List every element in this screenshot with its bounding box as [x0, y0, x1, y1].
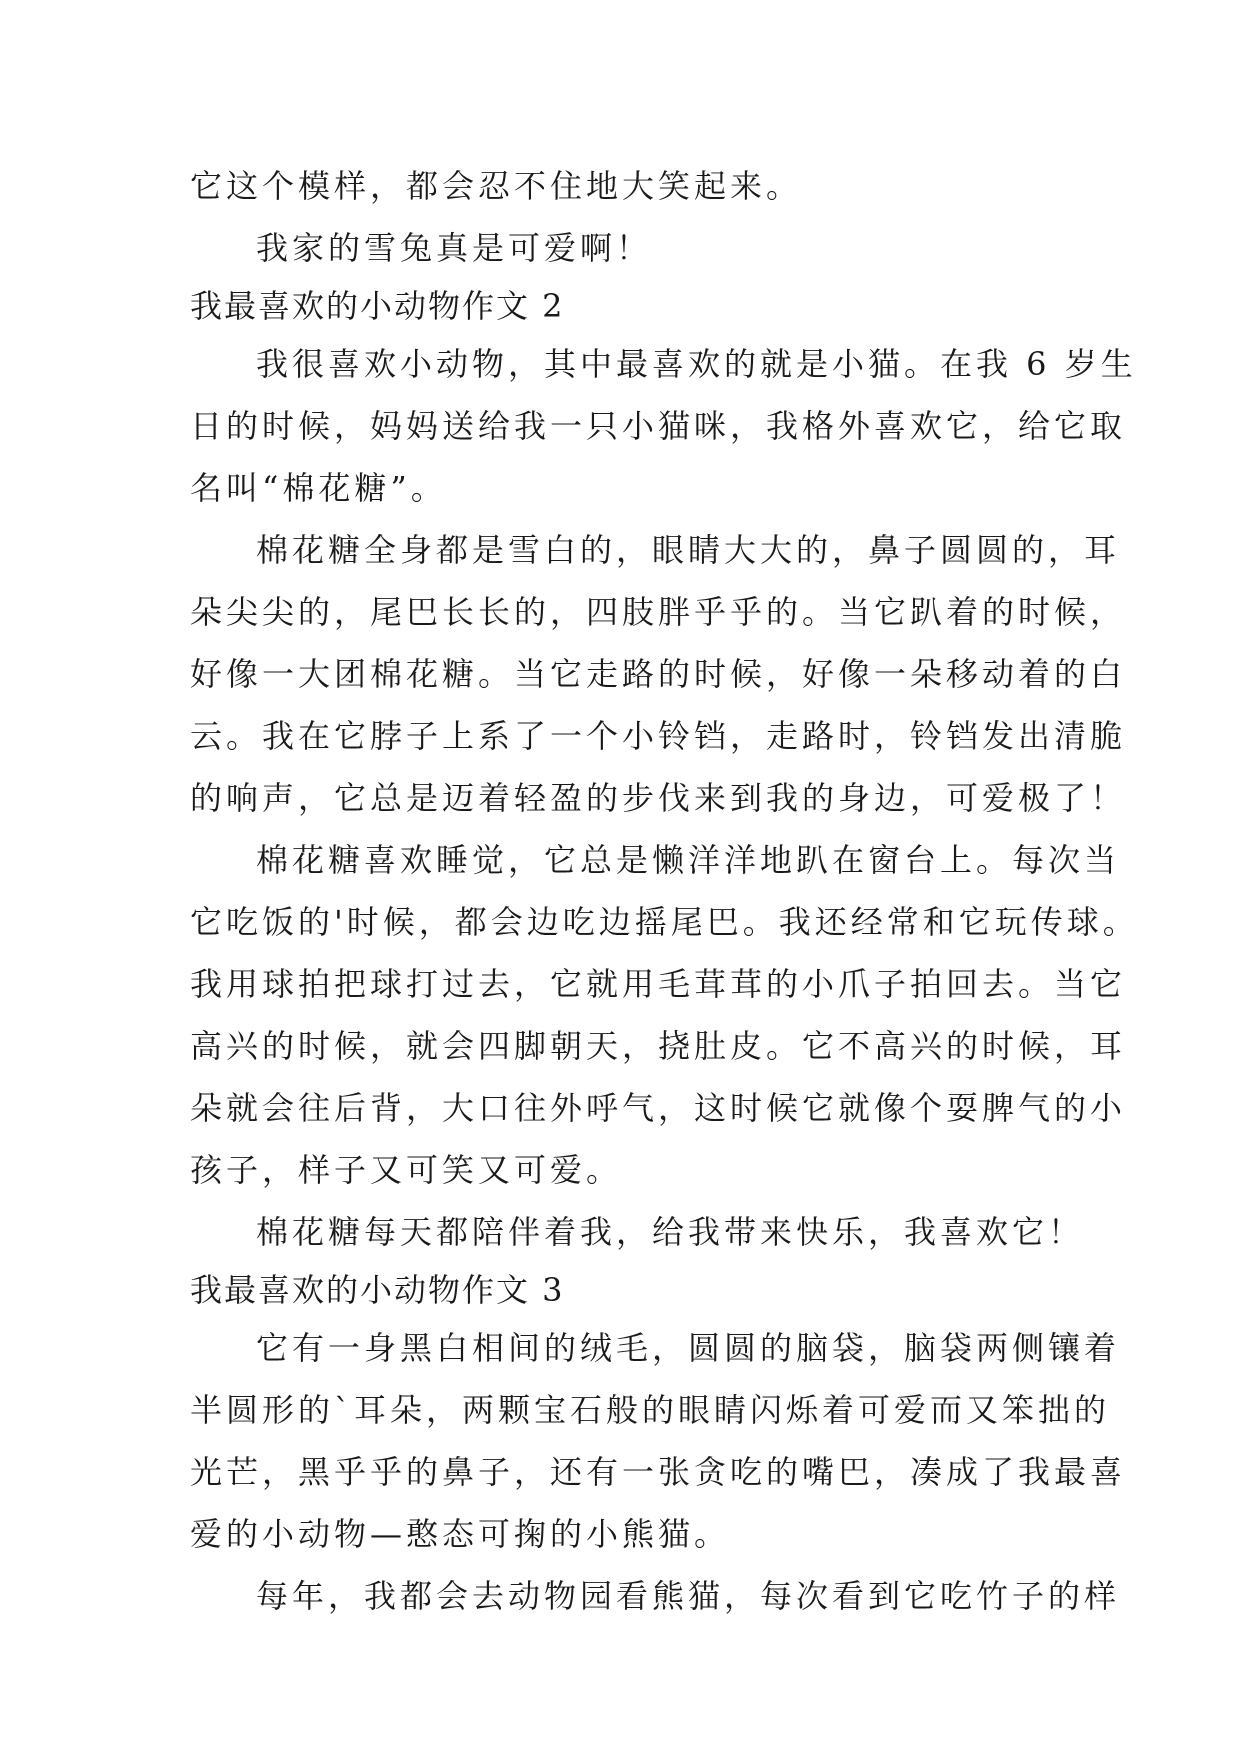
essay-heading-3: 我最喜欢的小动物作文 3	[190, 1271, 565, 1309]
text-line: 朵就会往后背，大口往外呼气，这时候它就像个耍脾气的小	[190, 1089, 1127, 1127]
text-line: 好像一大团棉花糖。当它走路的时候，好像一朵移动着的白	[190, 655, 1127, 693]
text-line: 我很喜欢小动物，其中最喜欢的就是小猫。在我 6 岁生	[256, 345, 1137, 383]
text-line: 每年，我都会去动物园看熊猫，每次看到它吃竹子的样	[256, 1577, 1121, 1615]
text-line: 它吃饭的'时候，都会边吃边摇尾巴。我还经常和它玩传球。	[190, 903, 1139, 941]
text-line: 棉花糖每天都陪伴着我，给我带来快乐，我喜欢它！	[256, 1213, 1085, 1251]
document-body	[190, 155, 1139, 1627]
text-line: 日的时候，妈妈送给我一只小猫咪，我格外喜欢它，给它取	[190, 407, 1127, 445]
text-line: 光芒，黑乎乎的鼻子，还有一张贪吃的嘴巴，凑成了我最喜	[190, 1453, 1127, 1491]
text-line: 它有一身黑白相间的绒毛，圆圆的脑袋，脑袋两侧镶着	[256, 1329, 1121, 1367]
text-line: 孩子，样子又可笑又可爱。	[190, 1151, 623, 1189]
text-line: 朵尖尖的，尾巴长长的，四肢胖乎乎的。当它趴着的时候，	[190, 593, 1127, 631]
text-line: 名叫“棉花糖”。	[190, 469, 447, 507]
text-line: 棉花糖全身都是雪白的，眼睛大大的，鼻子圆圆的，耳	[256, 531, 1121, 569]
text-line: 我家的雪兔真是可爱啊！	[256, 229, 653, 267]
text-line: 的响声，它总是迈着轻盈的步伐来到我的身边，可爱极了！	[190, 779, 1127, 817]
text-line: 云。我在它脖子上系了一个小铃铛，走路时，铃铛发出清脆	[190, 717, 1127, 755]
text-line: 高兴的时候，就会四脚朝天，挠肚皮。它不高兴的时候，耳	[190, 1027, 1127, 1065]
text-line: 爱的小动物—憨态可掬的小熊猫。	[190, 1515, 731, 1553]
text-line: 棉花糖喜欢睡觉，它总是懒洋洋地趴在窗台上。每次当	[256, 841, 1121, 879]
essay-heading-2: 我最喜欢的小动物作文 2	[190, 287, 565, 325]
text-line: 我用球拍把球打过去，它就用毛茸茸的小爪子拍回去。当它	[190, 965, 1127, 1003]
text-line: 它这个模样，都会忍不住地大笑起来。	[190, 167, 803, 205]
text-line: 半圆形的`耳朵，两颗宝石般的眼睛闪烁着可爱而又笨拙的	[190, 1391, 1111, 1429]
